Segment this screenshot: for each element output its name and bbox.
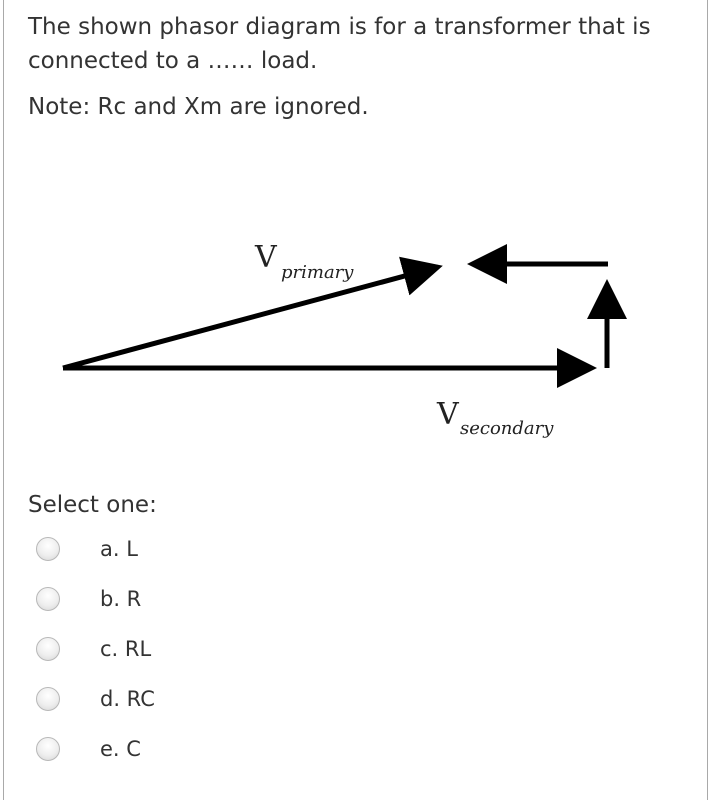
primary-label-v: V [255, 240, 277, 275]
radio-button-icon[interactable] [36, 587, 60, 611]
answer-option-label: d. RC [100, 687, 155, 711]
answer-option-b[interactable] [36, 582, 336, 616]
select-one-label: Select one: [28, 492, 157, 518]
question-note: Note: Rc and Xm are ignored. [28, 94, 369, 120]
primary-phasor [63, 267, 438, 368]
answer-option-a[interactable] [36, 532, 336, 566]
radio-button-icon[interactable] [36, 537, 60, 561]
secondary-label-v: V [437, 397, 459, 432]
answer-option-label: b. R [100, 587, 142, 611]
primary-label-sub: primary [281, 262, 354, 283]
answer-option-label: a. L [100, 537, 138, 561]
radio-button-icon[interactable] [36, 687, 60, 711]
answer-option-e[interactable] [36, 732, 336, 766]
radio-button-icon[interactable] [36, 637, 60, 661]
answer-option-label: c. RL [100, 637, 152, 661]
answer-option-c[interactable] [36, 632, 336, 666]
answer-option-d[interactable] [36, 682, 336, 716]
question-text: The shown phasor diagram is for a transformer that is connected to a …… load. [28, 14, 651, 74]
answer-option-label: e. C [100, 737, 141, 761]
radio-button-icon[interactable] [36, 737, 60, 761]
secondary-label-sub: secondary [460, 418, 554, 439]
